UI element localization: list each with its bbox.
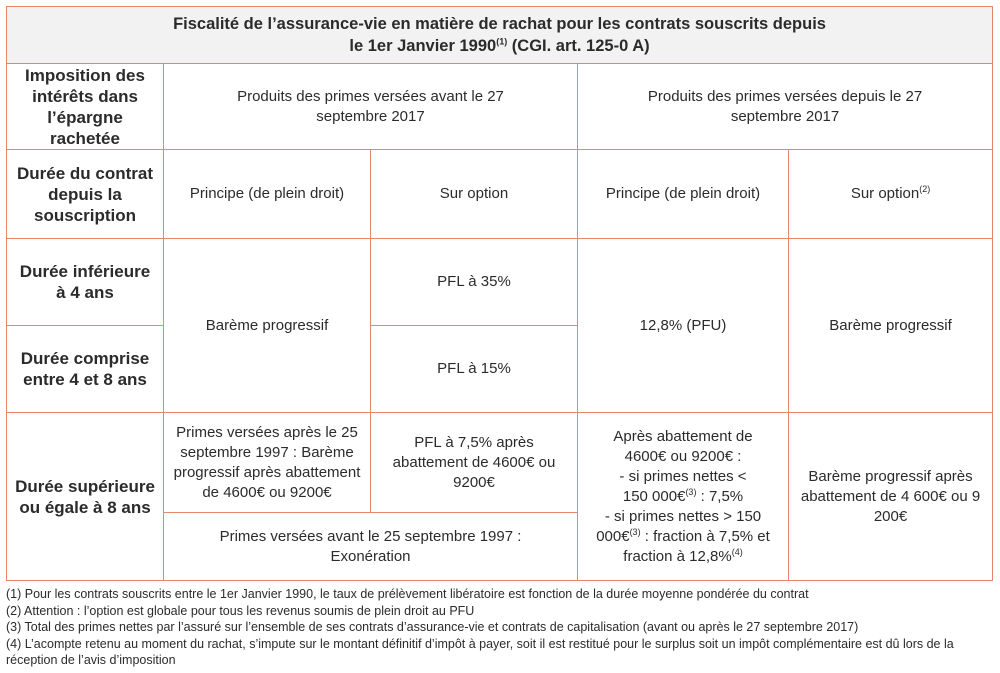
footnote-1: (1) Pour les contrats souscrits entre le 1er Janvier 1990, le taux de prélèvement libératoire est fonction de la durée moyenne pondérée du contrat xyxy=(6,587,809,601)
cell-pfl-7-5: PFL à 7,5% après abattement de 4600€ ou 9200€ xyxy=(371,413,578,513)
title-footnote-ref: (1) xyxy=(496,36,508,47)
cell-pfu-12-8: 12,8% (PFU) xyxy=(578,239,789,413)
abattement-intro: Après abattement de 4600€ ou 9200€ : xyxy=(613,427,753,465)
cell-pfl-15: PFL à 15% xyxy=(371,326,578,413)
footnotes xyxy=(6,586,994,669)
row-header-imposition: Imposition des intérêts dans l’épargne rachetée xyxy=(7,64,164,150)
tax-table xyxy=(6,6,993,581)
cell-produits-depuis-2017: Produits des primes versées depuis le 27 septembre 2017 xyxy=(578,64,993,150)
title-line-2: le 1er Janvier 1990$^{(1)}$ (CGI. art. 125-0 A) xyxy=(349,36,650,55)
title-line-1: Fiscalité de l’assurance-vie en matière de rachat pour les contrats souscrits depuis xyxy=(173,15,826,33)
row-header-inf-4-ans: Durée inférieure à 4 ans xyxy=(7,239,164,326)
footnote-2: (2) Attention : l’option est globale pour tous les revenus soumis de plein droit au PFU xyxy=(6,603,475,618)
cell-bareme-apres-abattement: Barème progressif après abattement de 4 600€ ou 9 200€ xyxy=(789,413,993,581)
row-header-duree-contrat: Durée du contrat depuis la souscription xyxy=(7,150,164,239)
cell-principe-avant: Principe (de plein droit) xyxy=(164,150,371,239)
cell-option-depuis: Sur option$^{(2)}$ xyxy=(789,150,993,239)
nettes-inferieures: - si primes nettes < 150 000€$^{(3)}$ : 7,5% xyxy=(619,467,747,505)
table-title xyxy=(7,7,993,64)
row-header-4-8-ans: Durée comprise entre 4 et 8 ans xyxy=(7,326,164,413)
footnote-ref-3b: (3) xyxy=(629,526,641,537)
cell-option-avant: Sur option xyxy=(371,150,578,239)
cell-primes-apres-1997: Primes versées après le 25 septembre 1997 : Barème progressif après abattement de 4600€ ou 9200€ xyxy=(164,413,371,513)
nettes-superieures: - si primes nettes > 150 000€$^{(3)}$ : fraction à 7,5% et fraction à 12,8%$^{(4)}$ xyxy=(596,507,770,565)
cell-bareme-progressif-depuis: Barème progressif xyxy=(789,239,993,413)
footnote-ref-4: (4) xyxy=(731,546,743,557)
cell-apres-abattement xyxy=(578,413,789,581)
cell-produits-avant-2017: Produits des primes versées avant le 27 septembre 2017 xyxy=(164,64,578,150)
footnote-3: (3) Total des primes nettes par l’assuré sur l’ensemble de ses contrats d’assurance-vie et contrats de capitalisation (avant ou après le 27 septembre 2017) xyxy=(6,620,859,634)
cell-primes-avant-1997: Primes versées avant le 25 septembre 1997 : Exonération xyxy=(164,513,578,581)
cell-principe-depuis: Principe (de plein droit) xyxy=(578,150,789,239)
cell-bareme-progressif-avant: Barème progressif xyxy=(164,239,371,413)
footnote-ref-2: (2) xyxy=(919,184,931,194)
row-header-sup-8-ans: Durée supérieure ou égale à 8 ans xyxy=(7,413,164,581)
footnote-ref-3a: (3) xyxy=(685,486,697,497)
cell-pfl-35: PFL à 35% xyxy=(371,239,578,326)
tax-table-container xyxy=(6,6,992,581)
footnote-4: (4) L’acompte retenu au moment du rachat, s’impute sur le montant définitif d’impôt à payer, soit il est restitué pour le surplus soit un impôt complémentaire est dû lors de la réception de l’avis d’imposition xyxy=(6,636,954,667)
